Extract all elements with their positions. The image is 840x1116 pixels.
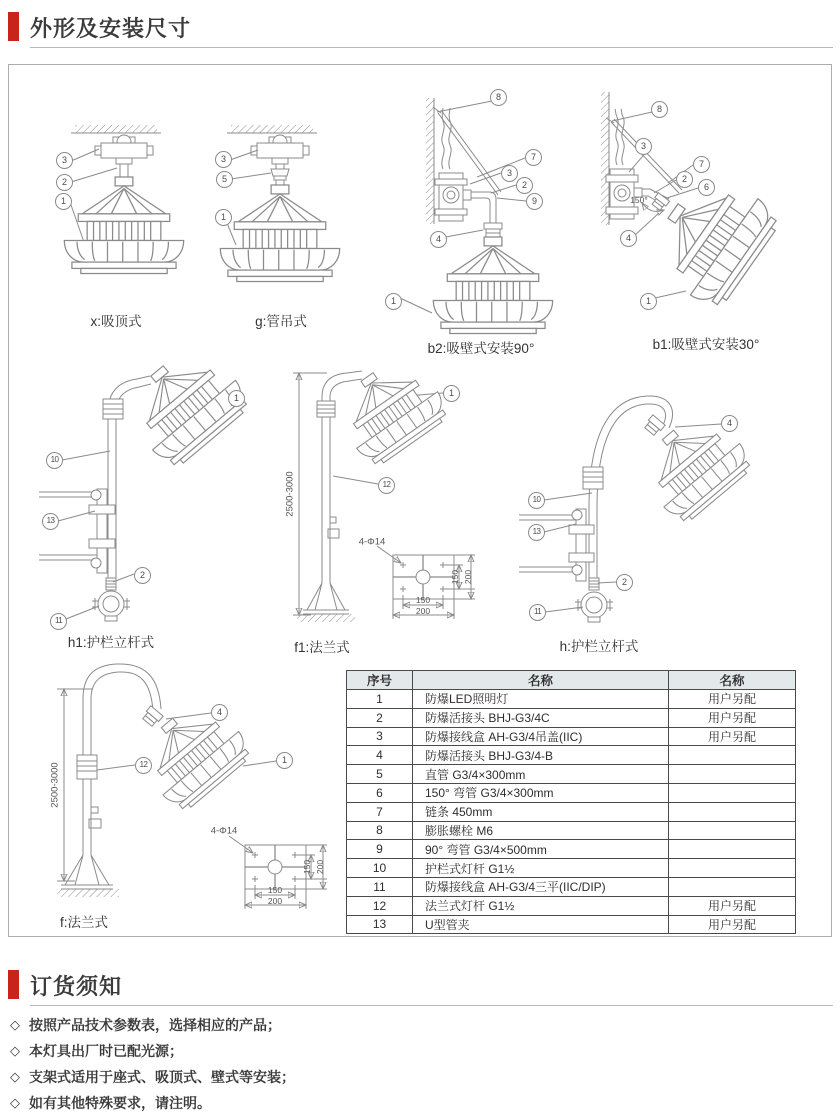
callout-3: 3 [501,165,518,182]
note-line [10,1090,295,1116]
part-index: 4 [347,746,413,765]
callout-1: 1 [55,193,72,210]
part-index: 2 [347,708,413,727]
flange-dim-200-v-f1: 200 [463,569,473,585]
part-name: 护栏式灯杆 G1½ [413,859,669,878]
flange-dim-200-h-f1: 200 [415,606,431,616]
note-line [10,1064,295,1090]
drawing-b1-wall-mount-30 [601,92,785,314]
pole-height-dim-f1: 2500-3000 [284,471,296,517]
table-row [347,765,796,784]
table-row [347,783,796,802]
angle-annotation: 150° [630,195,648,205]
table-header-row [347,671,796,690]
callout-1: 1 [640,293,657,310]
callout-3: 3 [215,151,232,168]
note-text: 支架式适用于座式、吸顶式、壁式等安装； [29,1069,295,1085]
callout-10: 10 [46,452,63,469]
table-row [347,877,796,896]
diamond-bullet-icon: ◇ [10,1095,20,1110]
part-index: 5 [347,765,413,784]
part-index: 11 [347,877,413,896]
callout-12: 12 [135,757,152,774]
diamond-bullet-icon: ◇ [10,1069,20,1084]
callout-5: 5 [216,171,233,188]
part-note: 用户另配 [669,896,796,915]
pole-height-dim-f: 2500-3000 [49,762,61,808]
part-name: 90° 弯管 G3/4×500mm [413,840,669,859]
part-note [669,877,796,896]
part-note: 用户另配 [669,708,796,727]
table-row [347,708,796,727]
part-note [669,840,796,859]
part-index: 10 [347,859,413,878]
callout-1: 1 [443,385,460,402]
caption-guardrail-h1: h1:护栏立杆式 [67,635,155,650]
callout-7: 7 [525,149,542,166]
part-name: 链条 450mm [413,802,669,821]
callout-12: 12 [378,477,395,494]
callout-13: 13 [42,513,59,530]
part-index: 12 [347,896,413,915]
diamond-bullet-icon: ◇ [10,1017,20,1032]
note-text: 本灯具出厂时已配光源； [29,1043,183,1059]
table-row [347,821,796,840]
part-name: 防爆活接头 BHJ-G3/4C [413,708,669,727]
part-note [669,783,796,802]
callout-6: 6 [698,179,715,196]
part-note: 用户另配 [669,727,796,746]
note-text: 如有其他特殊要求，请注明。 [29,1095,211,1111]
ordering-title: 订货须知 [30,974,123,999]
table-row [347,859,796,878]
col-header-note: 名称 [669,671,796,690]
part-note: 用户另配 [669,690,796,709]
callout-11: 11 [50,613,67,630]
caption-guardrail-h: h:护栏立杆式 [559,639,639,654]
part-name: 150° 弯管 G3/4×300mm [413,783,669,802]
caption-flange-f1: f1:法兰式 [294,640,350,655]
part-name: U型管夹 [413,915,669,934]
table-row [347,915,796,934]
part-name: 防爆接线盒 AH-G3/4三平(IIC/DIP) [413,877,669,896]
caption-flange-f: f:法兰式 [59,915,109,930]
header-divider [30,47,833,48]
part-name: 直管 G3/4×300mm [413,765,669,784]
part-note: 用户另配 [669,915,796,934]
flange-dim-150-h-f1: 150 [415,595,431,605]
part-note [669,821,796,840]
part-name: 防爆活接头 BHJ-G3/4-B [413,746,669,765]
part-index: 7 [347,802,413,821]
part-index: 13 [347,915,413,934]
callout-4: 4 [430,231,447,248]
drawing-g-pipe-hung [220,125,339,282]
drawing-f-flange-pole [57,664,327,909]
table-row [347,690,796,709]
table-row [347,840,796,859]
part-name: 法兰式灯杆 G1½ [413,896,669,915]
installation-drawings-panel [8,64,832,937]
callout-4: 4 [721,415,738,432]
red-accent-bar [8,12,19,41]
flange-hole-note-f: 4-Φ14 [210,825,238,837]
callout-2: 2 [56,174,73,191]
parts-table [346,670,796,934]
page-title: 外形及安装尺寸 [30,16,192,41]
diamond-bullet-icon: ◇ [10,1043,20,1058]
callout-7: 7 [693,156,710,173]
part-index: 8 [347,821,413,840]
callout-8: 8 [651,101,668,118]
table-row [347,802,796,821]
part-note [669,746,796,765]
drawing-x-ceiling-mount [64,125,183,274]
part-index: 1 [347,690,413,709]
part-name: 防爆LED照明灯 [413,690,669,709]
callout-13: 13 [528,524,545,541]
flange-dim-150-h-f: 150 [267,885,283,895]
col-header-index: 序号 [347,671,413,690]
note-line [10,1038,295,1064]
table-row [347,896,796,915]
callout-3: 3 [635,138,652,155]
flange-dim-200-h-f: 200 [267,896,283,906]
table-row [347,746,796,765]
part-index: 3 [347,727,413,746]
drawing-h-guardrail-pole [519,396,757,622]
red-accent-bar [8,970,19,999]
callout-8: 8 [490,89,507,106]
callout-4: 4 [620,230,637,247]
ordering-notes [10,1012,295,1116]
header-divider [30,1005,833,1006]
caption-wall-mount-30: b1:吸壁式安装30° [652,337,760,352]
col-header-name: 名称 [413,671,669,690]
callout-2: 2 [134,567,151,584]
callout-1: 1 [276,752,293,769]
caption-wall-mount-90: b2:吸壁式安装90° [427,341,535,356]
callout-2: 2 [616,574,633,591]
flange-dim-150-v-f: 150 [302,859,312,875]
part-note [669,802,796,821]
part-note [669,859,796,878]
part-index: 6 [347,783,413,802]
section-header-ordering [8,968,833,1002]
callout-9: 9 [526,193,543,210]
callout-2: 2 [676,171,693,188]
caption-pipe-hung: g:管吊式 [255,314,307,329]
note-text: 按照产品技术参数表，选择相应的产品； [29,1017,281,1033]
callout-1: 1 [385,293,402,310]
section-header-dimensions [8,10,833,44]
flange-dim-200-v-f: 200 [315,859,325,875]
callout-1: 1 [215,209,232,226]
callout-3: 3 [56,152,73,169]
callout-4: 4 [211,704,228,721]
part-name: 防爆接线盒 AH-G3/4吊盖(IIC) [413,727,669,746]
callout-1: 1 [228,390,245,407]
callout-2: 2 [516,177,533,194]
caption-ceiling-mount: x:吸顶式 [90,314,142,329]
drawing-b2-wall-mount-90 [400,98,553,334]
flange-dim-150-v-f1: 150 [450,569,460,585]
part-name: 膨胀螺栓 M6 [413,821,669,840]
flange-hole-note-f1: 4-Φ14 [358,536,386,548]
part-index: 9 [347,840,413,859]
callout-11: 11 [529,604,546,621]
callout-10: 10 [528,492,545,509]
note-line [10,1012,295,1038]
table-row [347,727,796,746]
part-note [669,765,796,784]
